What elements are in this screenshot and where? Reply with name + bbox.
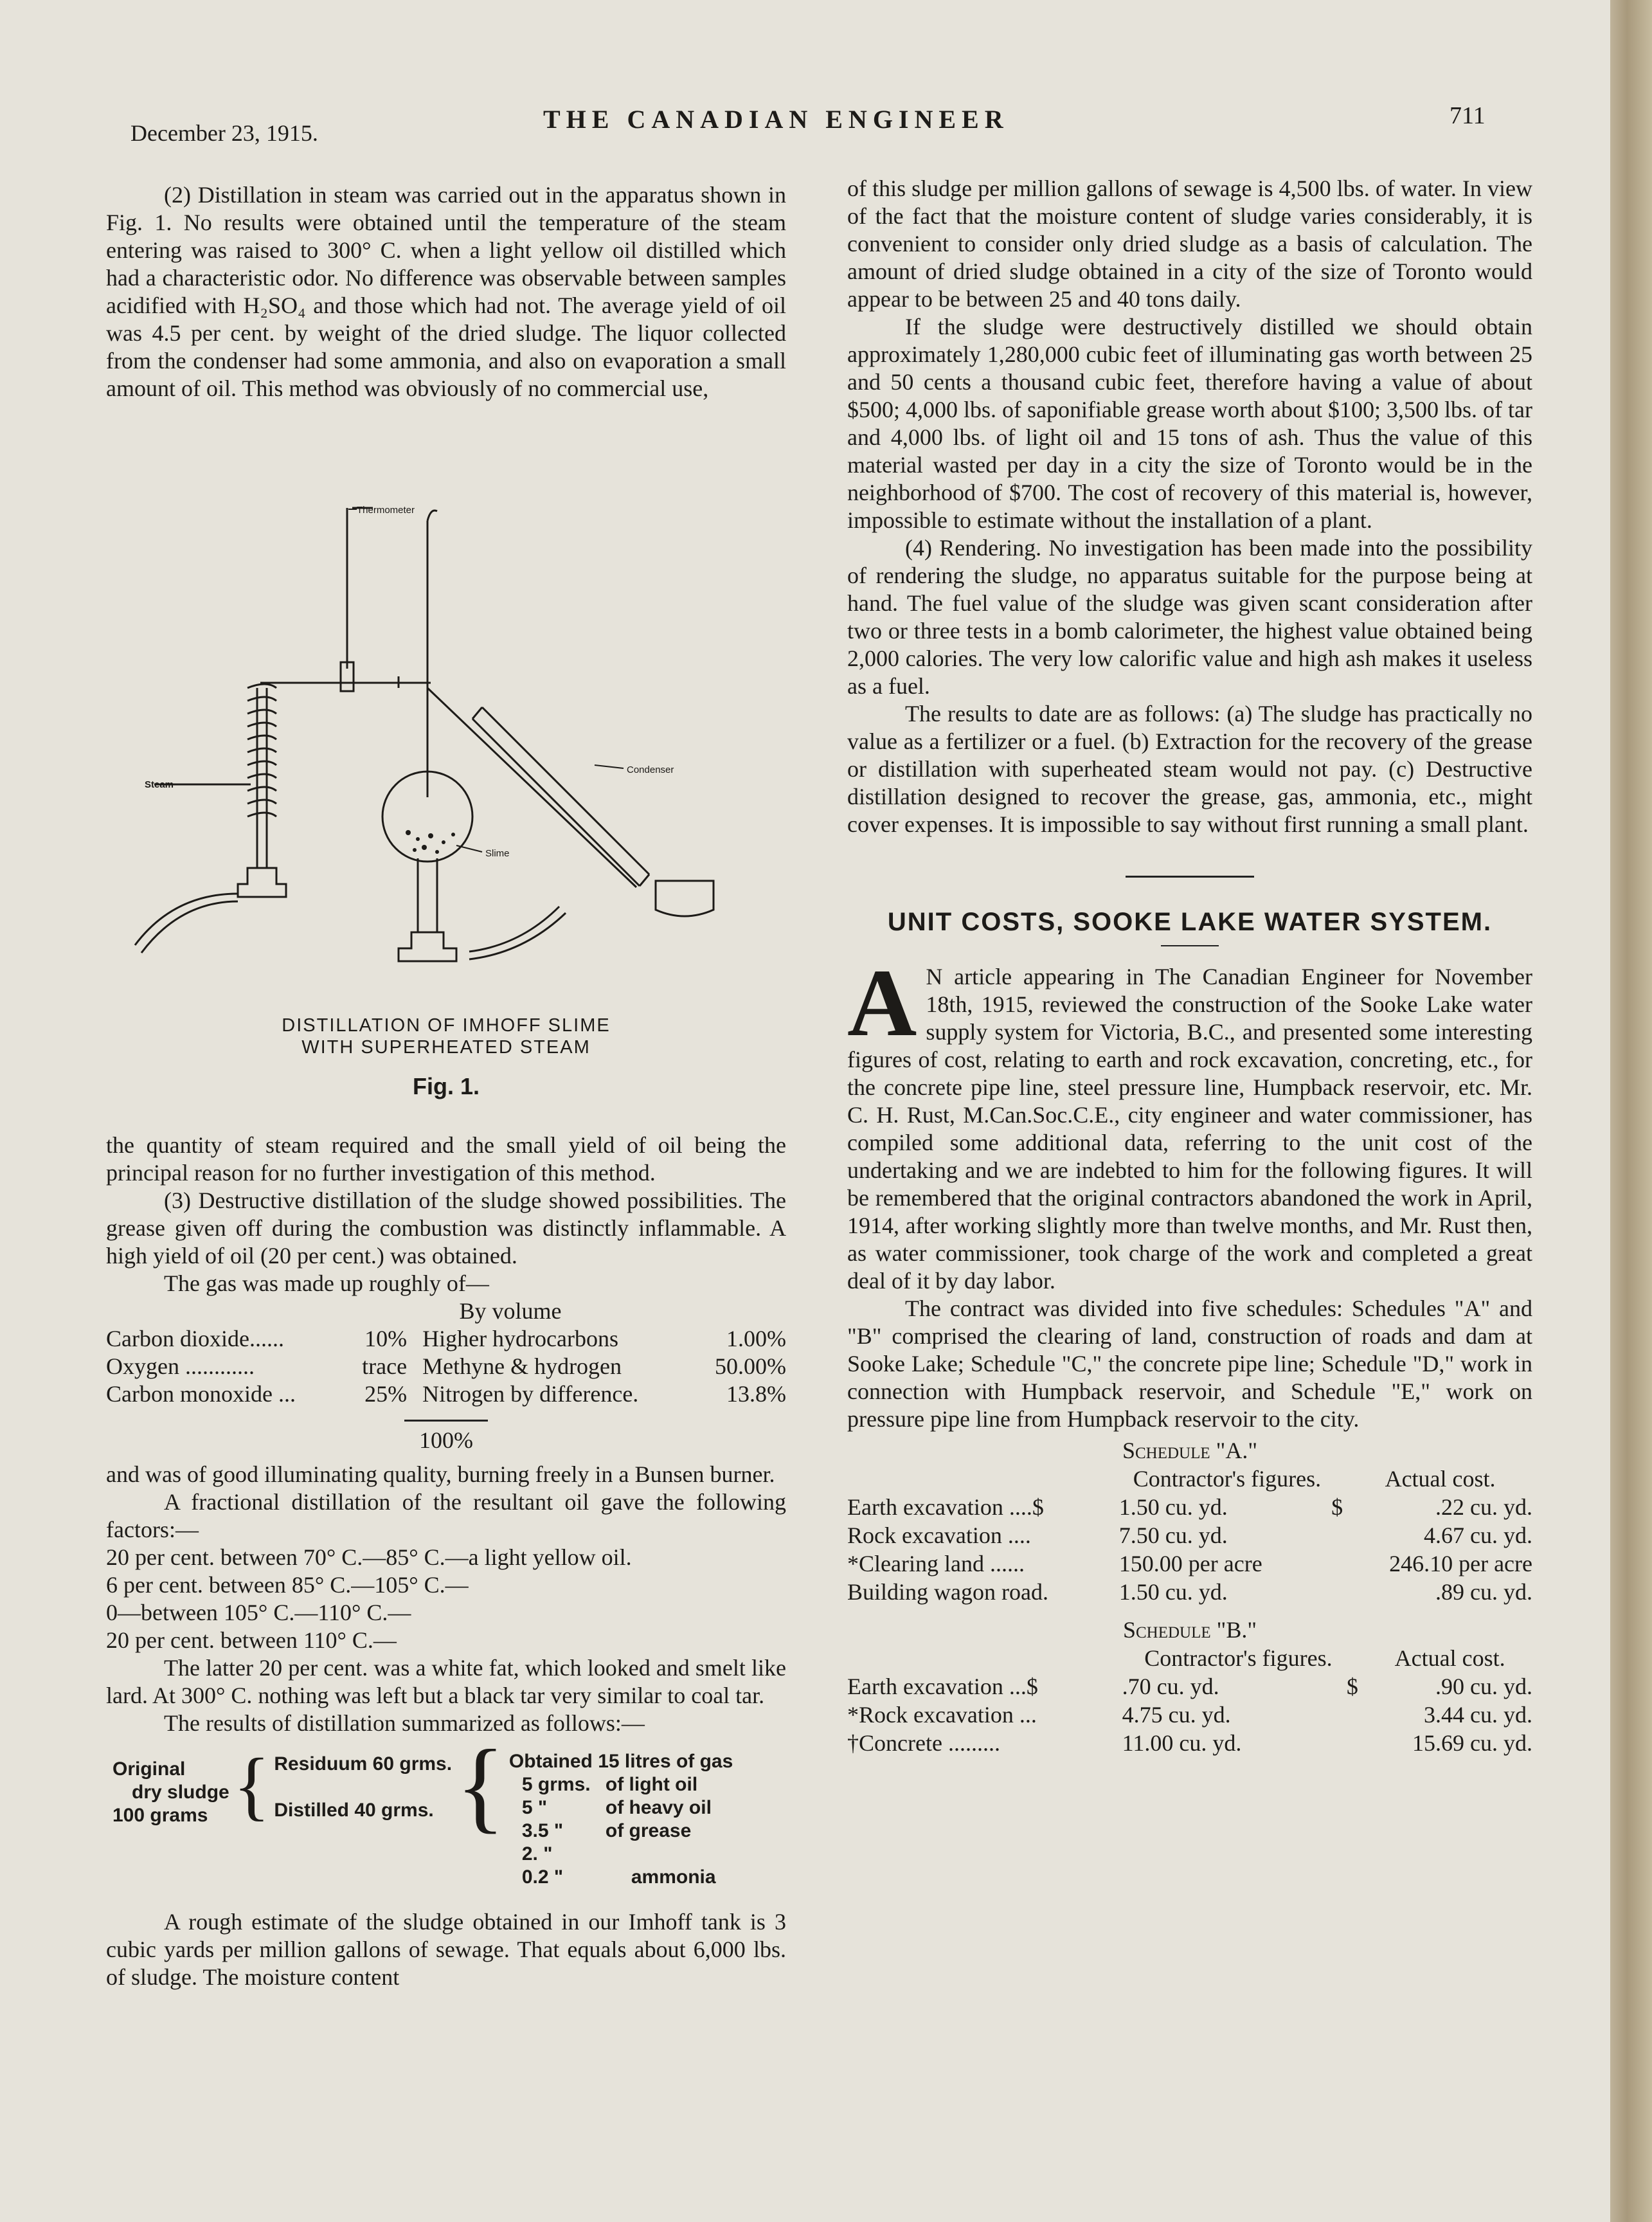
thermometer-label: Thermometer — [357, 505, 415, 516]
figure-distillation-apparatus — [122, 495, 765, 1009]
headline-rule — [1161, 945, 1219, 946]
column-header: Actual cost. — [1385, 1466, 1496, 1492]
summary-text: of light oil — [605, 1774, 698, 1795]
column-header: Contractor's figures. — [1144, 1645, 1333, 1671]
table-header-row — [847, 1465, 1532, 1493]
actual-cost: .89 cu. yd. — [1435, 1579, 1532, 1605]
summary-text: 2. " — [521, 1843, 553, 1865]
paragraph-illuminating: and was of good illuminating quality, burning freely in a Bunsen burner. — [106, 1461, 775, 1487]
total-rule — [404, 1420, 488, 1422]
left-column-bottom — [106, 1132, 786, 1991]
summary-text: 0.2 " — [521, 1866, 564, 1888]
fraction-line: 20 per cent. between 70° C.—85° C.—a light yellow oil. — [106, 1544, 632, 1570]
gas-percent: 25% — [364, 1381, 408, 1407]
gas-total: 100% — [419, 1427, 473, 1453]
table-row — [847, 1578, 1532, 1606]
cost-item: *Clearing land ...... — [847, 1551, 1025, 1576]
column-header: Actual cost. — [1394, 1645, 1505, 1671]
fraction-line: 0—between 105° C.—110° C.— — [106, 1600, 411, 1625]
contractor-figure: 11.00 cu. yd. — [1122, 1730, 1242, 1756]
figure-caption-block — [106, 1015, 786, 1100]
dollar-sign — [1331, 1549, 1348, 1578]
book-spine-edge — [1610, 0, 1652, 2222]
gas-percent: 10% — [364, 1326, 408, 1351]
summary-products-grid — [509, 1773, 733, 1889]
paragraph-article-intro — [847, 950, 1532, 1295]
paragraph-results: The results to date are as follows: (a) The sludge has practically no value as a fertilizer or a fuel. (b) Extraction for the recovery of the grease or distillation with superheated steam would not pay. (c) Destructive distillation designed to recover the grease, gas, ammonia, etc., might cover expenses. It is impossible to say without first running a small plant. — [847, 701, 1532, 837]
gas-composition-table — [106, 1325, 786, 1408]
page-number: 711 — [1450, 102, 1486, 129]
schedule-b-title: Schedule "B." — [1122, 1617, 1257, 1643]
paragraph-moisture: of this sludge per million gallons of sewage is 4,500 lbs. of water. In view of the fact that the moisture content of sludge varies considerably, it is convenient to consider only dried sludge as a basis of calculation. The amount of dried sludge obtained in a city of the size of Toronto would appear to be between 25 and 40 tons daily. — [847, 176, 1532, 312]
figure-caption-line-2: WITH SUPERHEATED STEAM — [301, 1037, 591, 1058]
cost-item: Earth excavation ...$ — [847, 1674, 1038, 1699]
dollar-sign — [1331, 1578, 1348, 1606]
schedule-b-table — [847, 1644, 1532, 1757]
schedule-a-table — [847, 1465, 1532, 1606]
gas-percent: 1.00% — [726, 1326, 786, 1351]
table-row — [106, 1380, 786, 1408]
cost-item: Rock excavation .... — [847, 1522, 1031, 1548]
summary-text: 100 grams — [112, 1805, 208, 1826]
summary-text: 5 grms. — [521, 1774, 591, 1795]
paragraph-results-intro: The results of distillation summarized as follows:— — [164, 1710, 645, 1736]
summary-col-split — [274, 1750, 452, 1889]
paragraph-steam-conclusion: the quantity of steam required and the small yield of oil being the principal reason for no further investigation of this method. — [106, 1132, 786, 1186]
table-header-row — [847, 1644, 1532, 1672]
distillation-summary — [112, 1728, 786, 1889]
contractor-figure: .70 cu. yd. — [1122, 1674, 1219, 1699]
actual-cost: 3.44 cu. yd. — [1424, 1702, 1532, 1728]
article-headline: UNIT COSTS, SOOKE LAKE WATER SYSTEM. — [887, 908, 1493, 936]
paragraph-gas-intro: The gas was made up roughly of— — [164, 1270, 489, 1296]
actual-cost: .22 cu. yd. — [1435, 1494, 1532, 1520]
contractor-figure: 1.50 cu. yd. — [1118, 1579, 1228, 1605]
dollar-sign: $ — [1346, 1674, 1358, 1699]
fraction-line: 6 per cent. between 85° C.—105° C.— — [106, 1572, 469, 1598]
paragraph-destructive-value: If the sludge were destructively distilled we should obtain approximately 1,280,000 cubic feet of illuminating gas worth between 25 and 50 cents a thousand cubic feet, therefore having a value of about $500; 4,000 lbs. of saponifiable grease worth about $100; 3,500 lbs. of tar and 4,000 lbs. of light oil and 15 tons of ash. Thus the value of this material wasted per day in a city the size of Toronto would be in the neighborhood of $700. The cost of recovery of this material is, however, impossible to estimate without the installation of a plant. — [847, 314, 1532, 533]
paragraph-steam-distillation: (2) Distillation in steam was carried out in the apparatus shown in Fig. 1. No results were obtained until the temperature of the steam entering was raised to 300° C. when a light yellow oil distilled which had a characteristic odor. No difference was observable between samples acidified with H₂SO₄ and those which had not. The average yield of oil was 4.5 per cent. by weight of the dried sludge. The liquor collected from the condenser had some ammonia, and also on evaporation a small amount of oil. This method was obviously of no commercial use, — [106, 182, 786, 401]
table-row — [106, 1353, 786, 1380]
left-column-top — [106, 181, 786, 402]
summary-text: of heavy oil — [605, 1797, 712, 1818]
section-rule — [1126, 876, 1254, 878]
slime-label: Slime — [485, 848, 510, 859]
contractor-figure: 1.50 cu. yd. — [1118, 1494, 1228, 1520]
paragraph-estimate: A rough estimate of the sludge obtained in our Imhoff tank is 3 cubic yards per million gallons of sewage. That equals about 6,000 lbs. of sludge. The moisture content — [106, 1909, 786, 1990]
cost-item: †Concrete ......... — [847, 1730, 1000, 1756]
journal-title: THE CANADIAN ENGINEER — [543, 105, 1009, 134]
table-row — [847, 1672, 1532, 1701]
summary-text: Obtained 15 litres of gas — [508, 1751, 733, 1772]
gas-name: Methyne & hydrogen — [422, 1353, 622, 1379]
gas-name: Higher hydrocarbons — [422, 1326, 619, 1351]
table-row — [847, 1493, 1532, 1521]
gas-percent: 13.8% — [726, 1381, 786, 1407]
paragraph-contract: The contract was divided into five schedules: Schedules "A" and "B" comprised the clearing of land, construction of roads and dam at Sooke Lake; Schedule "C," the concrete pipe line; Schedule "D," work in connection with Humpback reservoir, and Schedule "E," work on pressure pipe line from Humpback reservoir to the city. — [847, 1296, 1532, 1432]
gas-name: Nitrogen by difference. — [422, 1381, 639, 1407]
contractor-figure: 4.75 cu. yd. — [1122, 1702, 1231, 1728]
summary-text: Original — [112, 1758, 186, 1780]
column-header: Contractor's figures. — [1133, 1466, 1322, 1492]
cost-item: *Rock excavation ... — [847, 1702, 1037, 1728]
summary-text: of grease — [605, 1820, 692, 1841]
brace-glyph: { — [233, 1742, 271, 1828]
actual-cost: 15.69 cu. yd. — [1412, 1730, 1532, 1756]
table-row — [847, 1701, 1532, 1729]
issue-date: December 23, 1915. — [130, 120, 318, 146]
summary-text: Distilled 40 grms. — [274, 1800, 434, 1821]
right-column — [847, 175, 1532, 1757]
paragraph-lard: The latter 20 per cent. was a white fat, which looked and smelt like lard. At 300° C. nothing was left but a black tar very similar to coal tar. — [106, 1655, 786, 1708]
dollar-sign — [1331, 1521, 1348, 1549]
table-row — [847, 1729, 1532, 1757]
summary-col-input — [112, 1750, 229, 1889]
summary-text: 5 " — [521, 1797, 548, 1818]
figure-label: Fig. 1. — [412, 1073, 480, 1099]
schedule-a-title: Schedule "A." — [1122, 1438, 1258, 1463]
dollar-sign: $ — [1331, 1494, 1343, 1520]
condenser-label: Condenser — [627, 764, 674, 775]
contractor-figure: 150.00 per acre — [1118, 1551, 1262, 1576]
dollar-sign — [1347, 1729, 1367, 1757]
paragraph-rendering: (4) Rendering. No investigation has been made into the possibility of rendering the sludge, no apparatus suitable for the purpose being at hand. The fuel value of the sludge was given scant consideration after two or three tests in a bomb calorimeter, the highest value obtained being 2,000 calories. The very low calorific value and high ash makes it useless as a fuel. — [847, 535, 1532, 699]
dollar-sign — [1347, 1701, 1367, 1729]
summary-text: ammonia — [631, 1866, 716, 1888]
paragraph-fractional-intro: A fractional distillation of the resultant oil gave the following factors:— — [106, 1489, 786, 1542]
contractor-figure: 7.50 cu. yd. — [1118, 1522, 1228, 1548]
table-row — [847, 1549, 1532, 1578]
actual-cost: 4.67 cu. yd. — [1424, 1522, 1532, 1548]
drop-cap: A — [847, 950, 917, 1056]
table-row — [847, 1521, 1532, 1549]
gas-percent: trace — [362, 1353, 408, 1379]
summary-text — [606, 1843, 716, 1866]
summary-items — [606, 1773, 716, 1889]
gas-name: Oxygen ............ — [106, 1353, 255, 1379]
article-intro-text: N article appearing in The Canadian Engineer for November 18th, 1915, reviewed the construction of the Sooke Lake water supply system for Victoria, B.C., and presented some interesting figures of cost, relating to earth and rock excavation, concreting, etc., for the concrete pipe line, steel pressure line, Humpback reservoir, etc. Mr. C. H. Rust, M.Can.Soc.C.E., city engineer and water commissioner, has compiled some additional data, referring to the unit cost of the undertaking and we are indebted to him for the following figures. It will be remembered that the original contractors abandoned the work in April, 1914, after working slightly more than twelve months, and Mr. Rust then, as water commissioner, took charge of the work and completed a great deal of it by day labor. — [847, 964, 1532, 1294]
summary-text: 3.5 " — [521, 1820, 564, 1841]
paragraph-destructive-distillation: (3) Destructive distillation of the sludge showed possibilities. The grease given off during the combustion was distinctly inflammable. A high yield of oil (20 per cent.) was obtained. — [106, 1188, 786, 1269]
summary-text: dry sludge — [132, 1782, 229, 1803]
summary-text: Residuum 60 grms. — [274, 1753, 453, 1775]
gas-name: Carbon dioxide...... — [106, 1326, 284, 1351]
gas-name: Carbon monoxide ... — [106, 1381, 296, 1407]
cost-item: Building wagon road. — [847, 1579, 1048, 1605]
summary-quantities — [509, 1773, 606, 1889]
actual-cost: 246.10 per acre — [1389, 1551, 1532, 1576]
gas-by-volume-label: By volume — [459, 1298, 562, 1324]
figure-caption-line-1: DISTILLATION OF IMHOFF SLIME — [282, 1015, 611, 1036]
brace-glyph: { — [456, 1728, 505, 1843]
actual-cost: .90 cu. yd. — [1435, 1674, 1532, 1699]
fraction-line: 20 per cent. between 110° C.— — [106, 1627, 397, 1653]
cost-item: Earth excavation ....$ — [847, 1494, 1044, 1520]
gas-percent: 50.00% — [715, 1353, 786, 1379]
summary-col-products — [509, 1750, 733, 1889]
table-row — [106, 1325, 786, 1353]
steam-label: Steam — [145, 779, 174, 790]
